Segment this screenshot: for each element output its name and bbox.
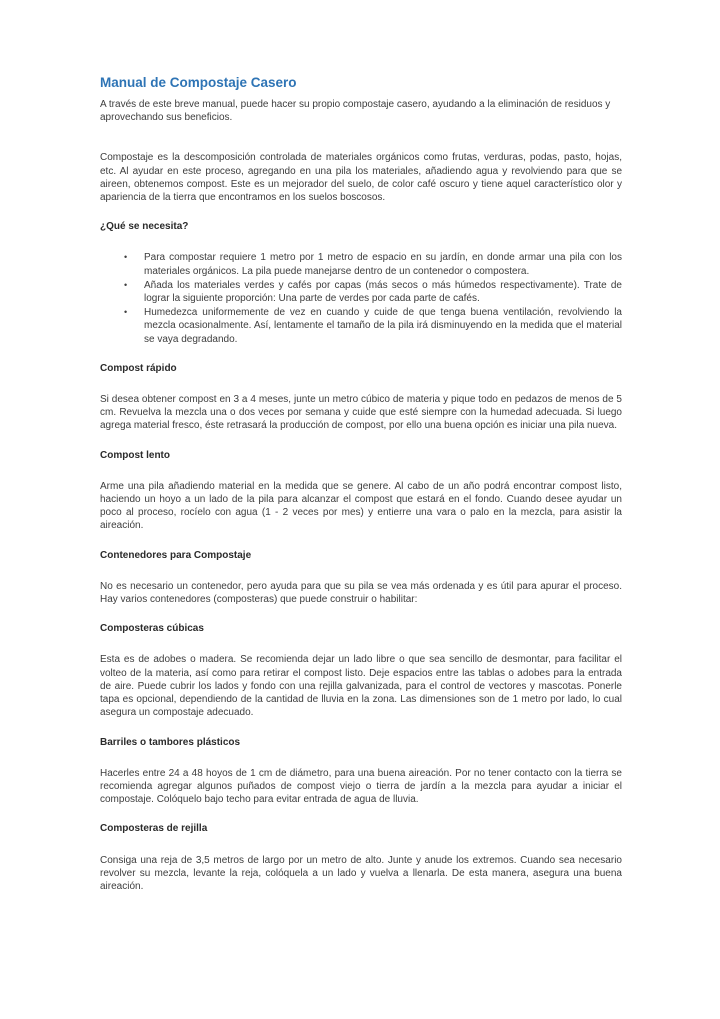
bullet-icon: • bbox=[124, 279, 128, 290]
heading-composteras-cubicas: Composteras cúbicas bbox=[100, 623, 204, 635]
heading-barriles-plasticos: Barriles o tambores plásticos bbox=[100, 736, 241, 748]
list-item bbox=[124, 279, 622, 305]
list-item-text: Añada los materiales verdes y cafés por capas (más secos o más húmedos respectivamente). Trate de lograr la siguiente proporción: Una parte de verdes por cada parte de cafés. bbox=[144, 279, 622, 305]
heading-compost-rapido: Compost rápido bbox=[100, 362, 177, 374]
list-item bbox=[124, 251, 622, 277]
list-item-text: Para compostar requiere 1 metro por 1 metro de espacio en su jardín, en donde armar una pila con los materiales orgánicos. La pila puede manejarse dentro de un contenedor o compostera. bbox=[144, 252, 622, 277]
paragraph-composteras-cubicas: Esta es de adobes o madera. Se recomienda dejar un lado libre o que sea sencillo de desmontar, para facilitar el volteo de la materia, así como para retirar el compost listo. Deje espacios entre las tablas o adobes para la entrada de aire. Puede cubrir los lados y fondo con una rejilla galvanizada, para el control de vectores y mascotas. Ponerle tapa es opcional, dependiendo de la cantidad de lluvia en la zona. Las dimensiones son de 1 metro por lado, lo cual asegura un compostaje adecuado. bbox=[100, 654, 622, 719]
heading-composteras-rejilla: Composteras de rejilla bbox=[100, 823, 208, 835]
paragraph-compost-lento: Arme una pila añadiendo material en la medida que se genere. Al cabo de un año podrá encontrar compost listo, haciendo un hoyo a un lado de la pila para alcanzar el compost que estará en el fondo. Cuando desee ayudar un poco al proceso, rocíelo con agua (1 - 2 veces por mes) y entierre una vara o palo en la mezcla, para asistir la aireación. bbox=[100, 480, 622, 532]
bullet-icon: • bbox=[124, 252, 128, 263]
requirements-list bbox=[100, 251, 622, 345]
intro-paragraph: A través de este breve manual, puede hacer su propio compostaje casero, ayudando a la eliminación de residuos y aprovechando sus beneficios. bbox=[100, 99, 611, 124]
heading-que-se-necesita: ¿Qué se necesita? bbox=[100, 221, 189, 233]
paragraph-contenedores: No es necesario un contenedor, pero ayuda para que su pila se vea más ordenada y es útil para apurar el proceso. Hay varios contenedores (composteras) que puede construir o habilitar: bbox=[100, 580, 622, 606]
paragraph-composteras-rejilla: Consiga una reja de 3,5 metros de largo por un metro de alto. Junte y anude los extremos. Cuando sea necesario revolver su mezcla, levante la reja, colóquela a un lado y vuelva a llenarla. De esta manera, asegura una buena aireación. bbox=[100, 854, 622, 892]
list-item-text: Humedezca uniformemente de vez en cuando y cuide de que tenga buena ventilación, revolviendo la mezcla ocasionalmente. Así, lentamente el tamaño de la pila irá disminuyendo en la medida que el material se vaya degradando. bbox=[144, 307, 622, 345]
heading-compost-lento: Compost lento bbox=[100, 449, 170, 461]
paragraph-what-is-composting: Compostaje es la descomposición controlada de materiales orgánicos como frutas, verduras, podas, pasto, hojas, etc. Al ayudar en este proceso, agregando en una pila los materiales, añadiendo agua y revolviendo para que se aireen, obtenemos compost. Este es un mejorador del suelo, de color café oscuro y tiene aquel característico olor y apariencia de la tierra que encontramos en los suelos boscosos. bbox=[100, 152, 622, 204]
document-title: Manual de Compostaje Casero bbox=[100, 75, 297, 90]
heading-contenedores: Contenedores para Compostaje bbox=[100, 549, 252, 561]
paragraph-barriles-plasticos: Hacerles entre 24 a 48 hoyos de 1 cm de diámetro, para una buena aireación. Por no tener contacto con la tierra se recomienda agregar algunos puñados de compost viejo o tierra de jardín a la mezcla para ayudar a iniciar el compostaje. Colóquelo bajo techo para evitar entrada de agua de lluvia. bbox=[100, 767, 622, 806]
list-item bbox=[124, 306, 622, 346]
paragraph-compost-rapido: Si desea obtener compost en 3 a 4 meses, junte un metro cúbico de materia y pique todo en pedazos de menos de 5 cm. Revuelva la mezcla una o dos veces por semana y cuide que esté siempre con la humedad adecuada. Si luego agrega material fresco, éste retrasará la producción de compost, por ello una buena opción es iniciar una pila nueva. bbox=[100, 394, 622, 432]
bullet-icon: • bbox=[124, 307, 128, 318]
